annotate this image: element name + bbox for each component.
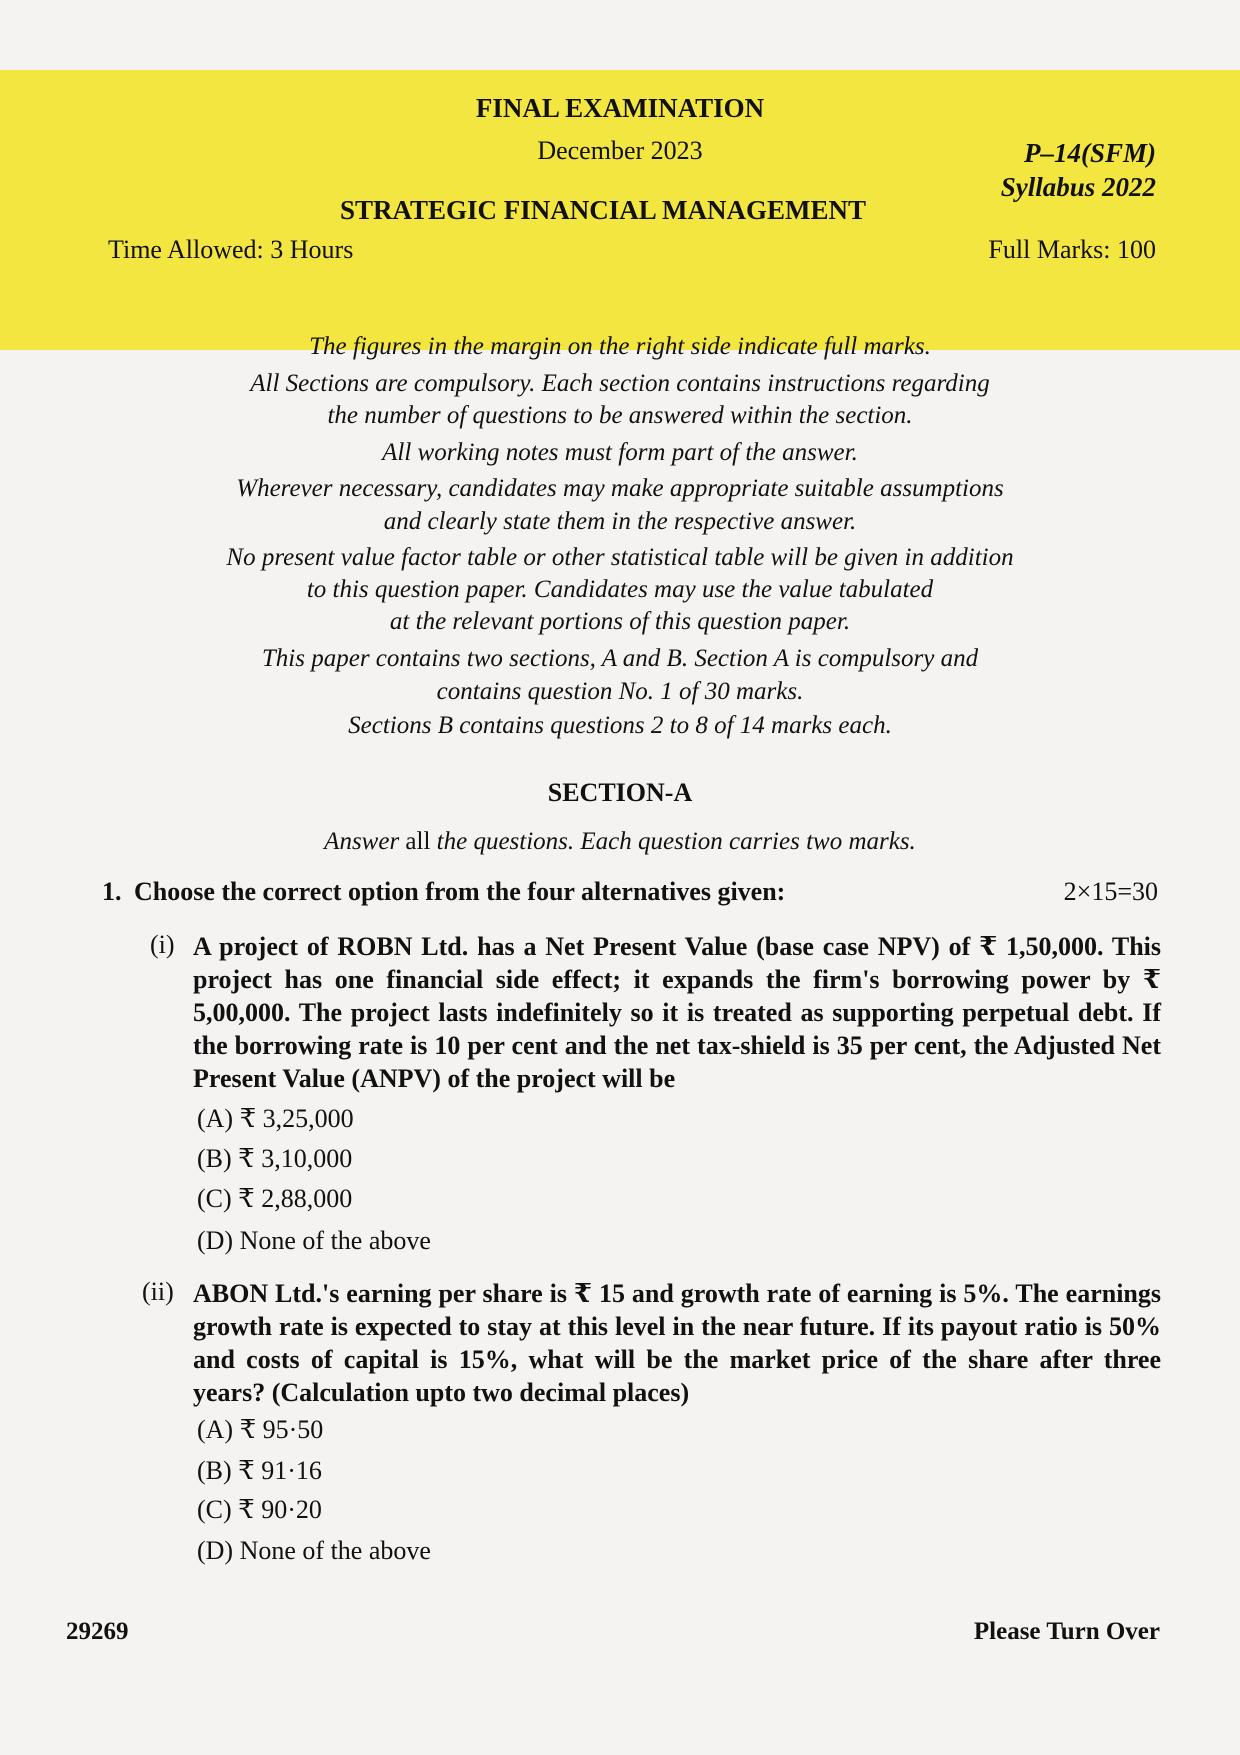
time-allowed: Time Allowed: 3 Hours bbox=[108, 235, 354, 264]
instruction-line: All working notes must form part of the answer. bbox=[382, 439, 858, 466]
section-a-instruction bbox=[0, 828, 1240, 856]
option: (A) ₹ 95·50 bbox=[197, 1415, 324, 1444]
instruction-line: Wherever necessary, candidates may make appropriate suitable assumptions bbox=[236, 475, 1004, 502]
exam-session: December 2023 bbox=[537, 136, 703, 165]
instruction-line: the number of questions to be answered within the section. bbox=[327, 402, 913, 429]
option: (A) ₹ 3,25,000 bbox=[197, 1104, 354, 1133]
question-marks: 2×15=30 bbox=[1063, 877, 1158, 906]
section-a-instruction-prefix: Answer bbox=[324, 828, 406, 855]
instruction-line: The figures in the margin on the right side indicate full marks. bbox=[309, 333, 931, 360]
section-a-instruction-all: all bbox=[405, 828, 431, 855]
subject-title: STRATEGIC FINANCIAL MANAGEMENT bbox=[340, 195, 867, 225]
instruction-line: and clearly state them in the respective answer. bbox=[383, 508, 857, 535]
option: (C) ₹ 90·20 bbox=[197, 1495, 322, 1524]
syllabus-label: Syllabus 2022 bbox=[1000, 172, 1156, 202]
exam-title: FINAL EXAMINATION bbox=[475, 93, 765, 123]
option: (D) None of the above bbox=[197, 1226, 431, 1255]
please-turn-over: Please Turn Over bbox=[973, 1618, 1160, 1645]
instruction-line: No present value factor table or other statistical table will be given in addition bbox=[226, 544, 1014, 571]
question-text: Choose the correct option from the four alternatives given: bbox=[134, 877, 786, 906]
paper-number: 29269 bbox=[66, 1618, 129, 1645]
paper-code: P–14(SFM) bbox=[1023, 138, 1156, 168]
question-number: 1. bbox=[102, 877, 122, 906]
instruction-line: to this question paper. Candidates may use the value tabulated bbox=[306, 576, 934, 603]
instruction-line: Sections B contains questions 2 to 8 of 14 marks each. bbox=[348, 712, 892, 739]
section-a-heading: SECTION-A bbox=[547, 778, 693, 807]
option: (C) ₹ 2,88,000 bbox=[197, 1184, 353, 1213]
part-label: (ii) bbox=[142, 1277, 174, 1306]
part-label: (i) bbox=[150, 930, 175, 959]
part-text: ABON Ltd.'s earning per share is ₹ 15 and growth rate of earning is 5%. The earnings growth rate is expected to stay at this level in the near future. If its payout ratio is 50% and costs of capital is 15%, what will be the market price of the share after three years? (Calculation upto two decimal places) bbox=[193, 1279, 1161, 1407]
instruction-line: contains question No. 1 of 30 marks. bbox=[436, 678, 804, 705]
full-marks: Full Marks: 100 bbox=[988, 235, 1156, 264]
part-text: A project of ROBN Ltd. has a Net Present Value (base case NPV) of ₹ 1,50,000. This project has one financial side effect; it expands the firm's borrowing power by ₹ 5,00,000. The project lasts indefinitely so it is treated as supporting perpetual debt. If the borrowing rate is 10 per cent and the net tax-shield is 35 per cent, the Adjusted Net Present Value (ANPV) of the project will be bbox=[193, 932, 1161, 1093]
option: (B) ₹ 91·16 bbox=[197, 1456, 322, 1485]
option: (B) ₹ 3,10,000 bbox=[197, 1144, 353, 1173]
instruction-line: at the relevant portions of this question paper. bbox=[389, 608, 851, 635]
instruction-line: All Sections are compulsory. Each section contains instructions regarding bbox=[250, 370, 990, 397]
instruction-line: This paper contains two sections, A and B. Section A is compulsory and bbox=[261, 645, 979, 672]
option: (D) None of the above bbox=[197, 1536, 431, 1565]
section-a-instruction-suffix: the questions. Each question carries two marks. bbox=[430, 828, 916, 855]
